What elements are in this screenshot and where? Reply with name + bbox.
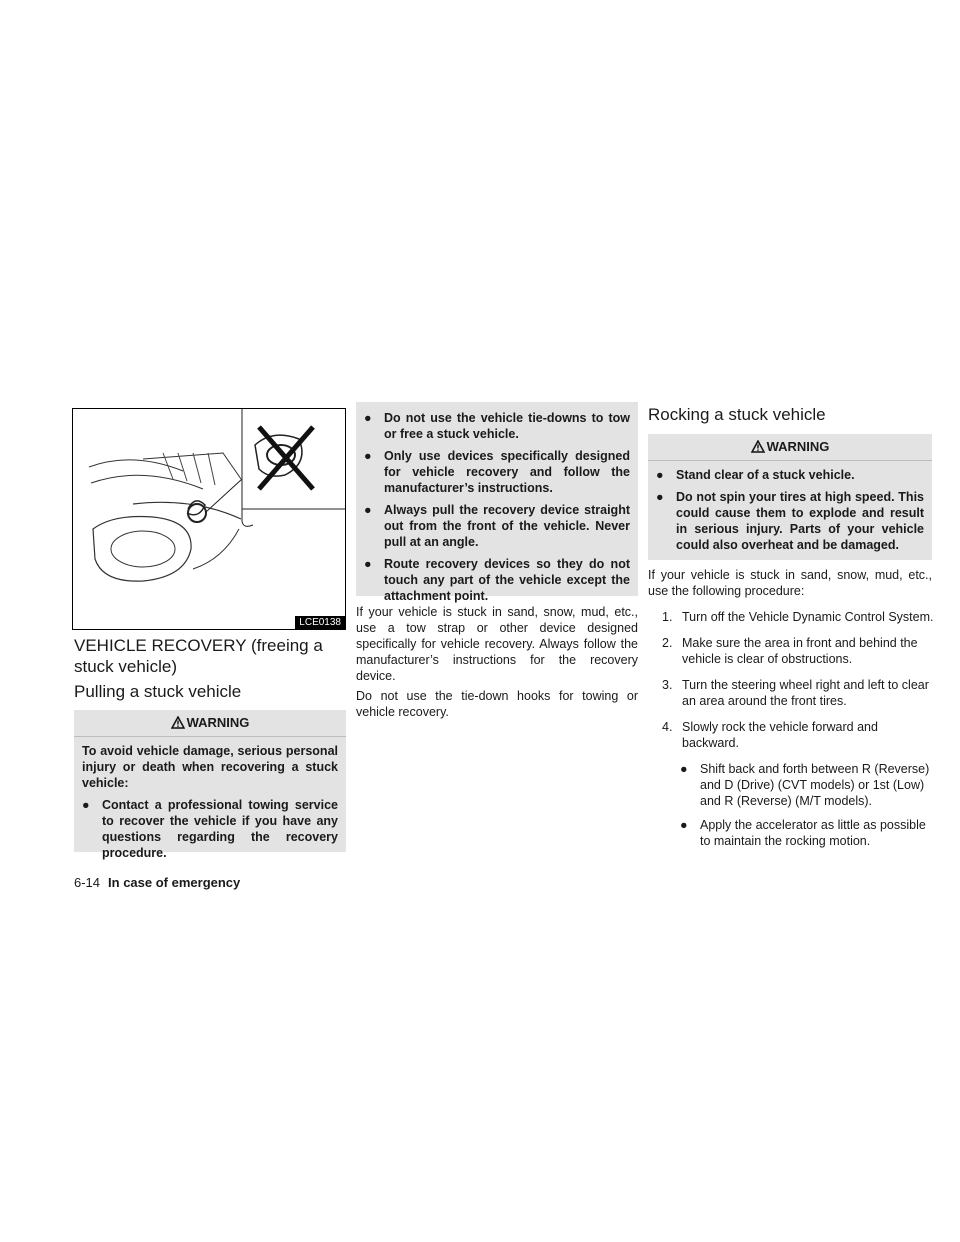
bullet-icon: ● xyxy=(364,557,372,571)
warning-intro: To avoid vehicle damage, serious personal injury or death when recovering a stuck vehicle: xyxy=(82,744,338,790)
procedure-list xyxy=(648,609,934,857)
warning-item: ● Contact a professional towing service to recover the vehicle if you have any questions regarding the recovery procedure. xyxy=(82,798,338,860)
figure-label: LCE0138 xyxy=(295,616,345,629)
body-paragraph: If your vehicle is stuck in sand, snow, mud, etc., use a tow strap or other device designed specifically for vehicle recovery. Always follow the manufacturer’s instructions for the recovery device. xyxy=(356,605,638,683)
bullet-icon: ● xyxy=(656,490,664,504)
warning-item: ● Always pull the recovery device straight out from the front of the vehicle. Never pull at an angle. xyxy=(364,503,630,549)
section-heading: VEHICLE RECOVERY (freeing a stuck vehicle) xyxy=(74,636,323,676)
warning-item: ● Do not use the vehicle tie-downs to tow or free a stuck vehicle. xyxy=(364,411,630,441)
list-item: 3. Turn the steering wheel right and left to clear an area around the front tires. xyxy=(662,678,929,708)
page-footer xyxy=(74,875,240,890)
bullet-icon: ● xyxy=(364,503,372,517)
warning-item: ● Only use devices specifically designed for vehicle recovery and follow the manufacturer’s instructions. xyxy=(364,449,630,495)
bullet-icon: ● xyxy=(656,468,664,482)
bullet-icon: ● xyxy=(680,818,688,832)
body-paragraph: If your vehicle is stuck in sand, snow, mud, etc., use the following procedure: xyxy=(648,568,932,598)
body-paragraph: Do not use the tie-down hooks for towing or vehicle recovery. xyxy=(356,689,638,719)
warning-box-pull xyxy=(74,710,346,860)
sub-list-item: ● Apply the accelerator as little as possible to maintain the rocking motion. xyxy=(680,818,926,848)
warning-triangle-icon xyxy=(751,440,765,453)
warning-triangle-icon xyxy=(171,716,185,729)
list-item: 4. Slowly rock the vehicle forward and backward. xyxy=(662,720,878,750)
warning-item: ● Stand clear of a stuck vehicle. xyxy=(656,468,855,482)
recovery-hook-figure xyxy=(72,408,346,630)
warning-title: WARNING xyxy=(648,434,932,461)
subsection-heading-rock: Rocking a stuck vehicle xyxy=(648,405,826,424)
list-item: 2. Make sure the area in front and behind the vehicle is clear of obstructions. xyxy=(662,636,918,666)
bullet-icon: ● xyxy=(364,449,372,463)
subsection-heading-pull: Pulling a stuck vehicle xyxy=(74,682,242,701)
sub-list-item: ● Shift back and forth between R (Reverse) and D (Drive) (CVT models) or 1st (Low) and R (Reverse) (M/T models). xyxy=(680,762,930,808)
bullet-icon: ● xyxy=(680,762,688,776)
bullet-icon: ● xyxy=(82,798,90,812)
warning-item: ● Route recovery devices so they do not touch any part of the vehicle except the attachment point. xyxy=(364,557,630,603)
warning-box-continued xyxy=(356,402,638,603)
page-number: 6-14 xyxy=(74,875,101,890)
list-item: 1. Turn off the Vehicle Dynamic Control System. xyxy=(662,610,934,624)
warning-title: WARNING xyxy=(74,710,346,737)
warning-box-rock xyxy=(648,434,932,560)
warning-item: ● Do not spin your tires at high speed. This could cause them to explode and result in serious injury. Parts of your vehicle could also overheat and be damaged. xyxy=(656,490,924,552)
tow-hook-illustration-icon xyxy=(73,409,346,630)
bullet-icon: ● xyxy=(364,411,372,425)
section-title: In case of emergency xyxy=(108,875,241,890)
